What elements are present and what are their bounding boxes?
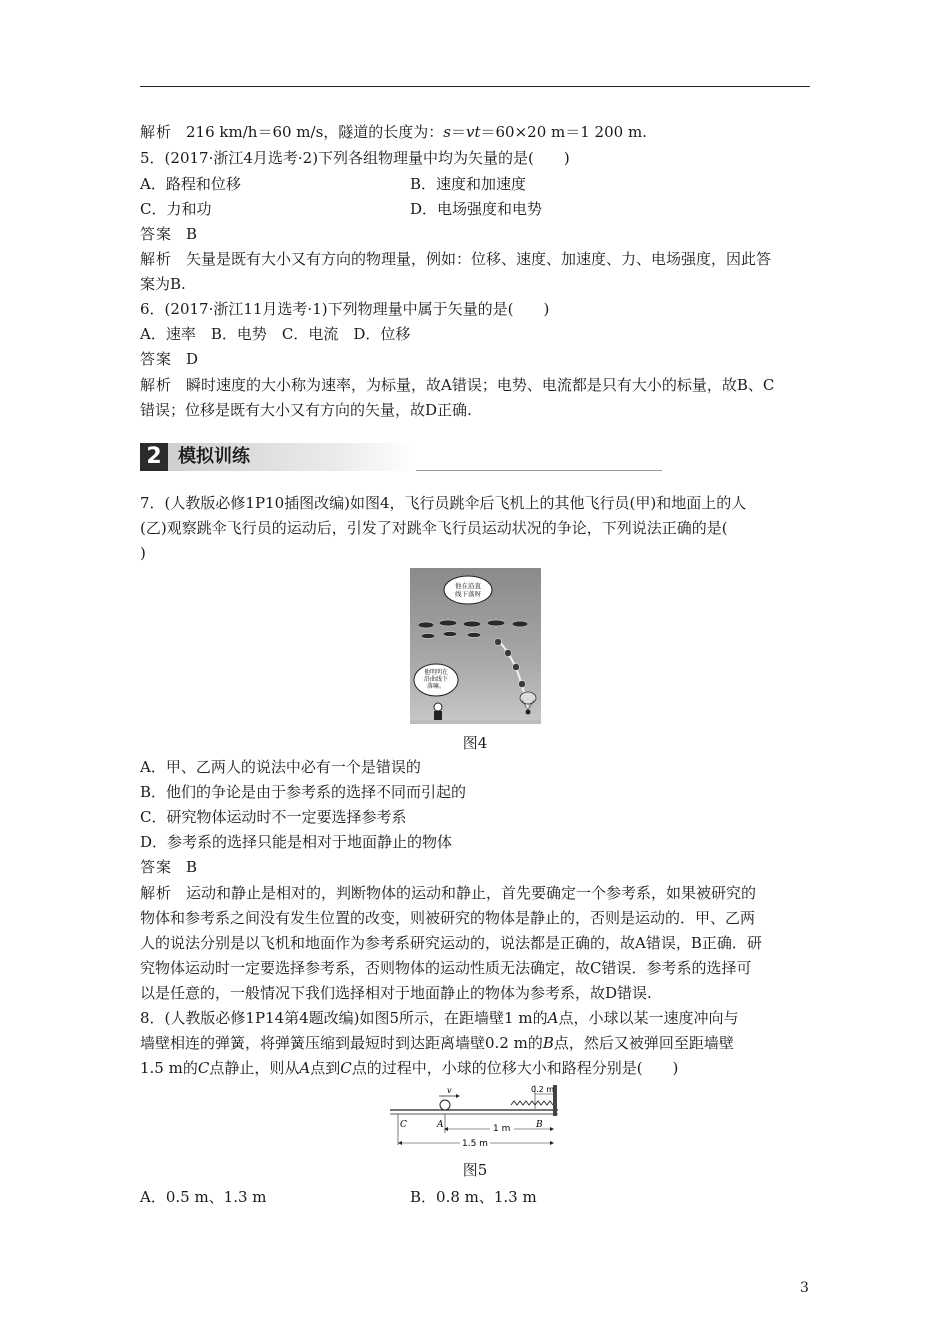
question-6: 6．(2017·浙江11月选考·1)下列物理量中属于矢量的是( ) (140, 300, 550, 318)
q5-explanation: 解析 矢量是既有大小又有方向的物理量，例如：位移、速度、加速度、力、电场强度，因此答 (140, 250, 772, 268)
q6-explanation-cont: 错误；位移是既有大小又有方向的矢量，故D正确. (140, 401, 472, 419)
velocity-label: v (447, 1086, 452, 1095)
point-a-label: A (437, 1120, 444, 1130)
question-5: 5．(2017·浙江4月选考·2)下列各组物理量中均为矢量的是( ) (140, 149, 570, 167)
q7-option-a: A．甲、乙两人的说法中必有一个是错误的 (140, 758, 421, 776)
q7-explanation-l5: 以是任意的，一般情况下我们选择相对于地面静止的物体为参考系，故D错误. (140, 984, 652, 1002)
q6-explanation: 解析 瞬时速度的大小称为速率，为标量，故A错误；电势、电流都是只有大小的标量，故B、C (140, 376, 775, 394)
section-title: 模拟训练 (168, 443, 416, 471)
bubble-2-line-1: 他明明在 (423, 669, 449, 676)
question-8: 8．(人教版必修1P14第4题改编)如图5所示，在距墙壁1 m的A点，小球以某一速度冲向与 (140, 1009, 739, 1027)
bubble-1-line-1: 他在沿直 (455, 582, 481, 590)
q5-option-a: A．路程和位移 (140, 175, 241, 193)
q7-explanation-l3: 人的说法分别是以飞机和地面作为参考系研究运动的，说法都是正确的，故A错误，B正确．研 (140, 934, 762, 952)
distance-1-label: 1 m (493, 1124, 511, 1134)
q7-option-d: D．参考系的选择只能是相对于地面静止的物体 (140, 833, 453, 851)
q7-option-c: C．研究物体运动时不一定要选择参考系 (140, 808, 407, 826)
q5-option-b: B．速度和加速度 (410, 175, 527, 193)
bubble-1-line-2: 线下落呀 (455, 590, 481, 598)
page-number: 3 (800, 1280, 809, 1296)
question-8-cont: 墙壁相连的弹簧，将弹簧压缩到最短时到达距离墙壁0.2 m的B点，然后又被弹回至距墙壁 (140, 1034, 734, 1052)
q5-option-d: D．电场强度和电势 (410, 200, 543, 218)
section-underline (416, 470, 662, 471)
figure-4-caption: 图4 (462, 734, 488, 752)
q8-option-b: B．0.8 m、1.3 m (410, 1188, 537, 1206)
q5-explanation-cont: 案为B. (140, 275, 186, 293)
figure-5-spring-diagram (390, 1083, 560, 1151)
section-banner (140, 443, 522, 471)
q7-option-b: B．他们的争论是由于参考系的选择不同而引起的 (140, 783, 467, 801)
q6-answer: 答案 D (140, 350, 199, 368)
bubble-2-line-2: 沿曲线下 (423, 676, 449, 683)
point-b-label: B (536, 1120, 543, 1130)
q7-explanation-l4: 究物体运动时一定要选择参考系，否则物体的运动性质无法确定，故C错误．参考系的选择可 (140, 959, 752, 977)
q7-explanation: 解析 运动和静止是相对的，判断物体的运动和静止，首先要确定一个参考系，如果被研究的 (140, 884, 757, 902)
question-7-cont2: ) (140, 544, 146, 562)
q7-explanation-l2: 物体和参考系之间没有发生位置的改变，则被研究的物体是静止的，否则是运动的．甲、乙两 (140, 909, 756, 927)
q5-answer: 答案 B (140, 225, 198, 243)
q7-answer: 答案 B (140, 858, 198, 876)
distance-1-5-label: 1.5 m (462, 1139, 488, 1149)
point-c-label: C (400, 1120, 407, 1130)
q8-option-a: A．0.5 m、1.3 m (140, 1188, 267, 1206)
figure-5-caption: 图5 (462, 1161, 488, 1179)
figure-4-parachute-illustration (410, 568, 541, 724)
bubble-2-line-3: 落嘛。 (426, 683, 446, 690)
question-7: 7．(人教版必修1P10插图改编)如图4，飞行员跳伞后飞机上的其他飞行员(甲)和地面上的人 (140, 494, 747, 512)
question-7-cont: (乙)观察跳伞飞行员的运动后，引发了对跳伞飞行员运动状况的争论，下列说法正确的是( (140, 519, 728, 537)
q6-options: A．速率 B．电势 C．电流 D．位移 (140, 325, 411, 343)
question-8-cont2: 1.5 m的C点静止，则从A点到C点的过程中，小球的位移大小和路程分别是( ) (140, 1059, 679, 1077)
q5-option-c: C．力和功 (140, 200, 212, 218)
distance-0-2-label: 0.2 m (531, 1085, 555, 1094)
explanation-line: 解析 216 km/h＝60 m/s，隧道的长度为：s＝vt＝60×20 m＝1 200 m. (140, 123, 647, 141)
section-number: 2 (140, 443, 168, 471)
header-rule (140, 86, 810, 87)
